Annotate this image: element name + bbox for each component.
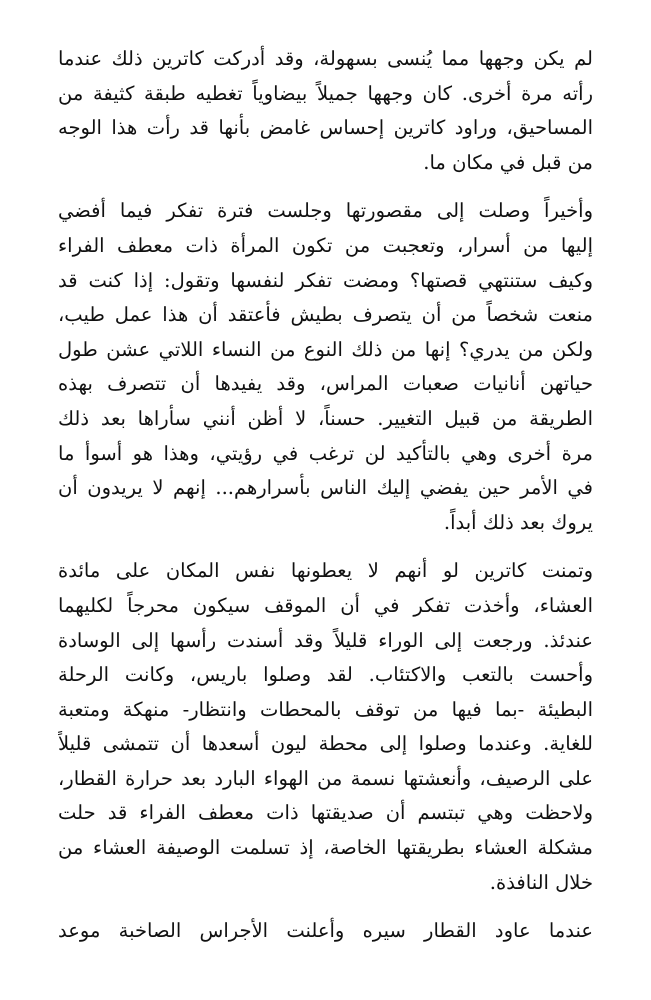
text-line: وأخيراً وصلت إلى مقصورتها وجلست فترة تفكر فيما أفضي bbox=[58, 199, 593, 223]
text-line: ولكن من يدري؟ إنها من ذلك النوع من النساء اللاتي عشن طول bbox=[58, 337, 593, 361]
text-line: إليها من أسرار، وتعجبت من تكون المرأة ذات معطف الفراء bbox=[58, 233, 593, 257]
text-line: مشكلة العشاء بطريقتها الخاصة، إذ تسلمت الوصيفة العشاء من bbox=[58, 836, 593, 860]
text-line: البطيئة -بما فيها من توقف بالمحطات وانتظار- منهكة ومتعبة bbox=[58, 697, 593, 721]
paragraph-3 bbox=[58, 554, 593, 900]
text-line: في الأمر حين يفضي إليك الناس بأسرارهم... إنهم لا يريدون أن bbox=[58, 476, 593, 500]
text-line: ولاحظت وهي تبتسم أن صديقتها ذات معطف الفراء قد حلت bbox=[58, 801, 593, 825]
text-line: وكيف ستنتهي قصتها؟ ومضت تفكر لنفسها وتقول: إذا كنت قد bbox=[58, 268, 593, 292]
text-line: خلال النافذة. bbox=[489, 870, 593, 894]
text-line: منعت شخصاً من أن يتصرف بطيش فأعتقد أن هذا عمل طيب، bbox=[58, 303, 593, 327]
text-line: العشاء، وأخذت تفكر في أن الموقف سيكون محرجاً لكليهما bbox=[58, 593, 593, 617]
text-line: من قبل في مكان ما. bbox=[423, 150, 593, 174]
text-line: للغاية. وعندما وصلوا إلى محطة ليون أسعدها أن تتمشى قليلاً bbox=[58, 732, 593, 756]
text-line: رأته مرة أخرى. كان وجهها جميلاً بيضاوياً تغطيه طبقة كثيفة من bbox=[58, 81, 593, 105]
text-line: المساحيق، وراود كاترين إحساس غامض بأنها قد رأت هذا الوجه bbox=[58, 116, 593, 140]
text-line: عندئذ. ورجعت إلى الوراء قليلاً وقد أسندت رأسها إلى الوسادة bbox=[58, 628, 593, 652]
text-line: وأحست بالتعب والاكتئاب. لقد وصلوا باريس، وكانت الرحلة bbox=[58, 663, 593, 687]
text-line: يروك بعد ذلك أبداً. bbox=[443, 510, 593, 534]
text-line: عندما عاود القطار سيره وأعلنت الأجراس الصاخبة موعد bbox=[58, 919, 593, 943]
text-line: على الرصيف، وأنعشتها نسمة من الهواء البارد بعد حرارة القطار، bbox=[58, 766, 593, 790]
paragraph-1 bbox=[58, 42, 593, 180]
text-line: وتمنت كاترين لو أنهم لا يعطونها نفس المكان على مائدة bbox=[58, 559, 593, 583]
text-line: مرة أخرى وهي بالتأكيد لن ترغب في رؤيتي، وهذا هو أسوأ ما bbox=[58, 441, 593, 465]
paragraph-4 bbox=[58, 914, 593, 949]
paragraph-2 bbox=[58, 194, 593, 540]
text-line: الطريقة من قبيل التغيير. حسناً، لا أظن أنني سأراها بعد ذلك bbox=[58, 406, 593, 430]
text-line: لم يكن وجهها مما يُنسى بسهولة، وقد أدركت كاترين ذلك عندما bbox=[58, 47, 593, 70]
text-line: حياتهن أنانيات صعبات المراس، وقد يفيدها أن تتصرف بهذه bbox=[58, 372, 593, 396]
